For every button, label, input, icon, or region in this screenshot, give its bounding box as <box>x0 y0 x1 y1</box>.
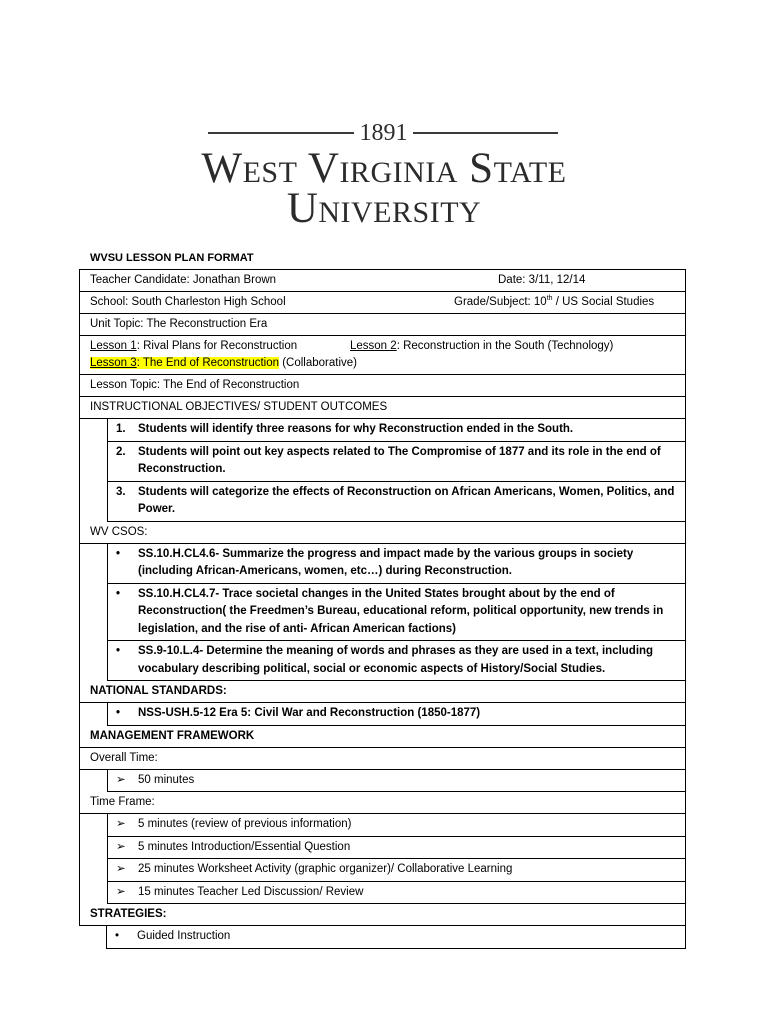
lesson1-label: Lesson 1 <box>90 340 137 352</box>
row-lesson-topic <box>79 375 686 397</box>
time-frame-item: ➢ 15 minutes Teacher Led Discussion/ Review <box>79 882 686 905</box>
arrow-bullet-icon: ➢ <box>116 773 126 786</box>
arrow-bullet-icon: ➢ <box>116 818 126 830</box>
bullet-icon: • <box>116 587 121 600</box>
bullet-icon: • <box>116 547 121 560</box>
time-frame-item: ➢ 25 minutes Worksheet Activity (graphic organizer)/ Collaborative Learning <box>79 859 686 882</box>
logo-rule-right <box>413 132 558 134</box>
unit-topic: Unit Topic: The Reconstruction Era <box>90 318 268 330</box>
university-logo <box>0 118 768 232</box>
date: Date: 3/11, 12/14 <box>498 274 586 286</box>
cso-item: • SS.10.H.CL4.6- Summarize the progress and impact made by the various groups in society (including African-Americans, women, etc…) during Reconstruction. <box>79 544 686 584</box>
bullet-icon: • <box>115 930 120 942</box>
lesson2-text: : Reconstruction in the South (Technology) <box>396 340 614 352</box>
grade-subject: Grade/Subject: 10th / US Social Studies <box>454 295 655 308</box>
overall-time-item: ➢ 50 minutes <box>79 770 686 793</box>
school: School: South Charleston High School <box>90 296 286 308</box>
lesson3-text: : The End of Reconstruction <box>136 357 280 369</box>
time-frame-label: Time Frame: <box>79 792 686 814</box>
bullet-icon: • <box>116 645 121 657</box>
arrow-bullet-icon: ➢ <box>116 885 126 898</box>
row-unit <box>79 314 686 336</box>
arrow-bullet-icon: ➢ <box>116 840 126 853</box>
objective-item: 3. Students will categorize the effects of Reconstruction on African Americans, Women, Politics, and Power. <box>79 482 686 522</box>
teacher-candidate: Teacher Candidate: Jonathan Brown <box>90 274 277 286</box>
management-heading: MANAGEMENT FRAMEWORK <box>79 726 686 748</box>
lesson2-label: Lesson 2 <box>350 340 397 352</box>
national-item: • NSS-USH.5-12 Era 5: Civil War and Reconstruction (1850-1877) <box>79 703 686 726</box>
lesson-topic: Lesson Topic: The End of Reconstruction <box>90 379 300 391</box>
row-teacher <box>79 269 686 292</box>
row-lessons <box>79 336 686 375</box>
lesson-plan-table <box>79 269 686 949</box>
row-school <box>79 292 686 314</box>
arrow-bullet-icon: ➢ <box>116 863 126 875</box>
logo-year: 1891 <box>359 120 408 146</box>
time-frame-item: ➢ 5 minutes Introduction/Essential Question <box>79 837 686 860</box>
national-heading: NATIONAL STANDARDS: <box>79 681 686 703</box>
lesson1-text: : Rival Plans for Reconstruction <box>136 340 298 352</box>
objective-item: 1. Students will identify three reasons for why Reconstruction ended in the South. <box>79 419 686 442</box>
objectives-heading: INSTRUCTIONAL OBJECTIVES/ STUDENT OUTCOMES <box>79 397 686 419</box>
time-frame-item: ➢ 5 minutes (review of previous information) <box>79 814 686 837</box>
logo-line1: West Virginia State <box>201 145 567 192</box>
lesson3-label: Lesson 3 <box>90 357 137 369</box>
objective-item: 2. Students will point out key aspects related to The Compromise of 1877 and its role in the end of Reconstruction. <box>79 442 686 482</box>
overall-time-label: Overall Time: <box>79 748 686 770</box>
doc-title: WVSU LESSON PLAN FORMAT <box>90 252 254 264</box>
lesson3-note: (Collaborative) <box>279 357 358 369</box>
csos-heading: WV CSOS: <box>79 522 686 544</box>
bullet-icon: • <box>116 707 121 719</box>
logo-line2: University <box>286 185 482 232</box>
cso-item: • SS.10.H.CL4.7- Trace societal changes in the United States brought about by the end of Reconstruction( the Freedmen’s Bureau, educational reform, political opportunity, new trends in legislation, and the rise of anti- African American factions) <box>79 584 686 642</box>
cso-item: • SS.9-10.L.4- Determine the meaning of words and phrases as they are used in a text, including vocabulary describing political, social or economic aspects of History/Social Studies. <box>79 641 686 681</box>
strategies-heading: STRATEGIES: <box>79 904 686 926</box>
strategy-item: • Guided Instruction <box>79 926 686 949</box>
logo-rule-left <box>208 132 354 134</box>
